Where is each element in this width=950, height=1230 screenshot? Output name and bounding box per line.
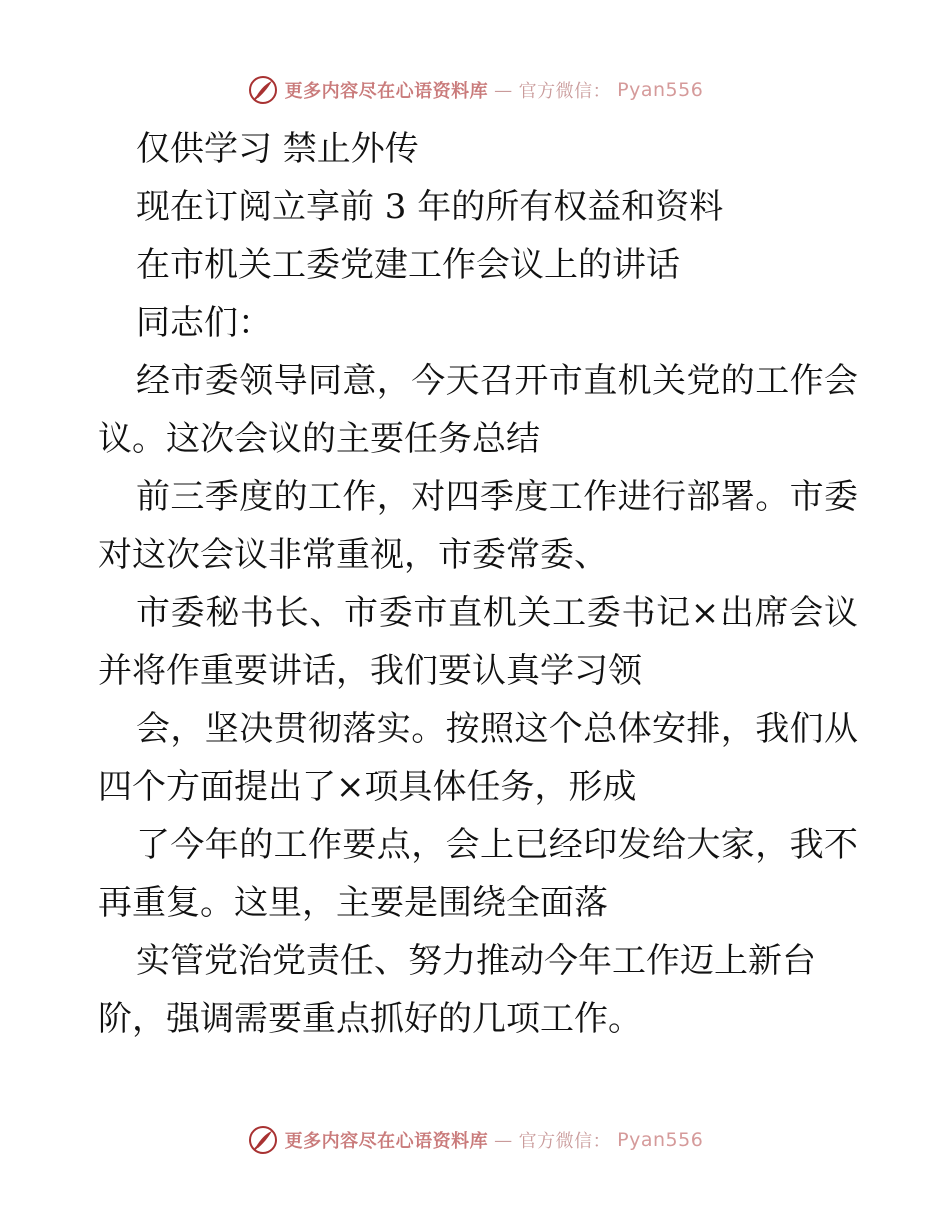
banner-brand-text: 更多内容尽在心语资料库 [284,1131,489,1152]
paragraph-line: 阶，强调需要重点抓好的几项工作。 [98,999,642,1039]
paragraph-line: 再重复。这里，主要是围绕全面落 [98,883,608,923]
paragraph-line: 对这次会议非常重视，市委常委、 [98,535,608,575]
paragraph-line: 四个方面提出了×项具体任务，形成 [98,767,637,807]
paragraph-line: 经市委领导同意，今天召开市直机关党的工作会 [136,361,858,401]
subscription-line: 现在订阅立享前 3 年的所有权益和资料 [136,187,724,227]
header-watermark-banner [0,70,950,110]
banner-brand-text: 更多内容尽在心语资料库 [284,81,489,102]
notice-line: 仅供学习 禁止外传 [136,129,419,169]
paragraph-line: 议。这次会议的主要任务总结 [98,419,540,459]
banner-wechat-id: Pyan556 [617,79,704,101]
paragraph-line: 实管党治党责任、努力推动今年工作迈上新台 [136,941,816,981]
paragraph-line: 市委秘书长、市委市直机关工委书记×出席会议 [136,593,858,633]
salutation: 同志们： [136,303,272,343]
banner-wechat-id: Pyan556 [617,1129,704,1151]
banner-separator: — [494,1129,513,1151]
document-body [98,120,858,1048]
feather-pen-logo-icon [247,1124,279,1156]
banner-wechat-label: 官方微信： [518,81,612,102]
paragraph-line: 了今年的工作要点，会上已经印发给大家，我不 [136,825,858,865]
footer-watermark-banner [0,1120,950,1160]
paragraph-line: 前三季度的工作，对四季度工作进行部署。市委 [136,477,858,517]
paragraph-line: 会，坚决贯彻落实。按照这个总体安排，我们从 [136,709,858,749]
banner-wechat-label: 官方微信： [518,1131,612,1152]
feather-pen-logo-icon [247,74,279,106]
document-title: 在市机关工委党建工作会议上的讲话 [136,245,680,285]
banner-separator: — [494,79,513,101]
paragraph-line: 并将作重要讲话，我们要认真学习领 [98,651,642,691]
